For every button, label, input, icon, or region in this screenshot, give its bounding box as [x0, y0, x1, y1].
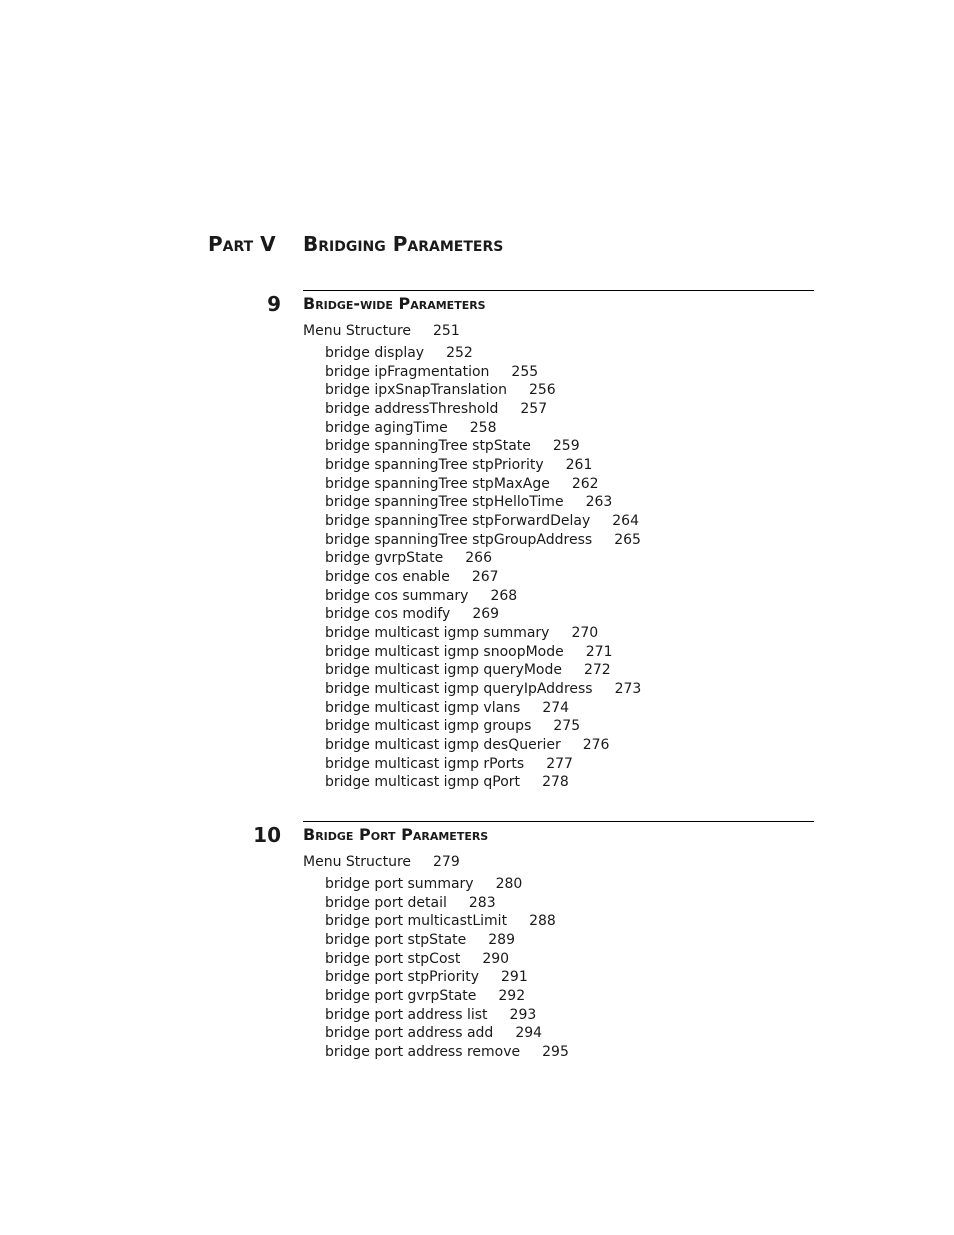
toc-entry-label: bridge port gvrpState [325, 988, 477, 1005]
toc-entry[interactable] [325, 363, 641, 382]
toc-entry[interactable] [325, 875, 569, 894]
toc-entry-page: 270 [571, 625, 599, 642]
toc-entry-label: bridge cos modify [325, 606, 451, 623]
toc-entry[interactable] [325, 344, 641, 363]
toc-entry-label: bridge multicast igmp vlans [325, 699, 521, 716]
toc-entry-main[interactable] [303, 853, 460, 871]
toc-entry-label: bridge multicast igmp desQuerier [325, 737, 561, 754]
toc-entry-label: bridge spanningTree stpForwardDelay [325, 513, 591, 530]
toc-entry-label: bridge display [325, 345, 425, 361]
toc-entry-page: 275 [553, 718, 581, 735]
toc-entry-page: 290 [482, 950, 510, 967]
toc-entry-label: bridge port stpCost [325, 950, 461, 967]
toc-entry[interactable] [325, 699, 641, 718]
toc-entry-page: 258 [469, 419, 497, 436]
toc-entry[interactable] [325, 419, 641, 438]
toc-entry-page: 272 [583, 662, 611, 679]
toc-entry-page: 277 [546, 755, 573, 772]
toc-entry-label: bridge port detail [325, 894, 447, 911]
toc-entry-page: 294 [515, 1025, 543, 1042]
toc-entry[interactable] [325, 624, 641, 643]
toc-entry[interactable] [325, 531, 641, 550]
toc-entry-page: 293 [509, 1006, 537, 1023]
toc-entry[interactable] [325, 605, 641, 624]
toc-entry[interactable] [325, 512, 641, 531]
toc-entry-label: bridge spanningTree stpGroupAddress [325, 531, 593, 548]
chapter-rule [303, 821, 814, 822]
part-title: Bridging Parameters [303, 232, 504, 256]
toc-entry-label: bridge port address add [325, 1025, 494, 1042]
toc-entry-page: 263 [585, 494, 613, 511]
toc-entry-label: bridge cos enable [325, 569, 450, 586]
toc-entry[interactable] [325, 400, 641, 419]
toc-entry-label: bridge agingTime [325, 419, 448, 436]
chapter-number: 10 [253, 823, 281, 847]
toc-entry-page: 269 [472, 606, 500, 623]
toc-entry-label: bridge multicast igmp summary [325, 625, 550, 642]
toc-entry[interactable] [325, 1006, 569, 1025]
toc-entry-label: bridge multicast igmp groups [325, 718, 532, 735]
toc-entry-label: bridge ipxSnapTranslation [325, 382, 507, 399]
toc-entry-label: bridge spanningTree stpMaxAge [325, 475, 550, 492]
toc-entry[interactable] [325, 968, 569, 987]
toc-entry[interactable] [325, 931, 569, 950]
toc-entry-label: bridge addressThreshold [325, 401, 499, 418]
toc-entry-page: 264 [612, 513, 639, 530]
toc-entry-label: bridge spanningTree stpHelloTime [325, 494, 564, 511]
toc-entry[interactable] [325, 587, 641, 606]
toc-entry-label: bridge gvrpState [325, 550, 444, 567]
toc-entry-page: 283 [468, 894, 496, 911]
toc-entry[interactable] [325, 912, 569, 931]
chapter-title: Bridge Port Parameters [303, 825, 489, 844]
toc-entry-page: 276 [582, 737, 610, 754]
toc-entry-label: bridge ipFragmentation [325, 363, 490, 380]
toc-entry[interactable] [325, 755, 641, 774]
toc-entry[interactable] [325, 736, 641, 755]
toc-entry[interactable] [325, 950, 569, 969]
toc-entry-page: 252 [446, 345, 473, 361]
toc-entry-label: bridge multicast igmp rPorts [325, 755, 525, 772]
toc-entry-label: bridge multicast igmp queryMode [325, 662, 562, 679]
toc-entry-page: 255 [511, 363, 539, 380]
toc-entry-main[interactable] [303, 322, 460, 340]
toc-entry-page: 271 [585, 643, 613, 660]
toc-entry[interactable] [325, 894, 569, 913]
toc-entry[interactable] [325, 643, 641, 662]
part-label: Part V [208, 232, 276, 256]
toc-entry-page: 268 [490, 587, 518, 604]
toc-entry[interactable] [325, 456, 641, 475]
toc-entry-page: 273 [614, 681, 642, 698]
toc-list [325, 875, 569, 1062]
toc-entry[interactable] [325, 1043, 569, 1062]
toc-entry-page: 266 [465, 550, 492, 567]
toc-entry-label: bridge port address list [325, 1006, 488, 1023]
toc-entry-page: 280 [495, 876, 523, 892]
toc-entry-label: bridge port stpState [325, 932, 467, 949]
toc-entry-page: 267 [471, 569, 499, 586]
toc-entry-page: 292 [498, 988, 526, 1005]
toc-entry-page: 257 [520, 401, 548, 418]
toc-entry-label: bridge port address remove [325, 1044, 521, 1061]
toc-entry[interactable] [325, 568, 641, 587]
toc-entry-page: 278 [542, 774, 569, 791]
toc-entry-page: 261 [565, 457, 593, 474]
toc-entry-label: Menu Structure [303, 323, 412, 339]
toc-entry-page: 256 [528, 382, 556, 399]
toc-entry-label: bridge multicast igmp queryIpAddress [325, 681, 593, 698]
toc-entry-page: 288 [529, 913, 556, 930]
toc-entry-label: bridge port multicastLimit [325, 913, 508, 930]
toc-entry[interactable] [325, 773, 641, 792]
toc-entry[interactable] [325, 661, 641, 680]
toc-entry[interactable] [325, 475, 641, 494]
chapter-rule [303, 290, 814, 291]
toc-entry-page: 251 [433, 323, 460, 339]
toc-entry-label: bridge spanningTree stpPriority [325, 457, 544, 474]
toc-entry-page: 289 [488, 932, 515, 949]
toc-list [325, 344, 641, 792]
toc-entry[interactable] [325, 1024, 569, 1043]
toc-entry-label: bridge port summary [325, 876, 474, 892]
part-heading [0, 232, 954, 262]
toc-entry-page: 295 [542, 1044, 569, 1061]
toc-entry-page: 262 [571, 475, 599, 492]
chapter-number: 9 [267, 292, 281, 316]
toc-entry[interactable] [325, 549, 641, 568]
toc-entry-label: bridge multicast igmp snoopMode [325, 643, 564, 660]
toc-entry-page: 274 [542, 699, 570, 716]
chapter-title: Bridge-wide Parameters [303, 294, 486, 313]
toc-entry-page: 259 [552, 438, 580, 455]
toc-entry[interactable] [325, 381, 641, 400]
toc-entry-label: bridge multicast igmp qPort [325, 774, 521, 791]
toc-entry-page: 279 [433, 854, 460, 870]
toc-entry-page: 265 [614, 531, 641, 548]
toc-entry-page: 291 [501, 969, 528, 986]
toc-entry[interactable] [325, 680, 641, 699]
toc-entry[interactable] [325, 717, 641, 736]
toc-entry-label: bridge spanningTree stpState [325, 438, 531, 455]
toc-entry-label: Menu Structure [303, 854, 412, 870]
toc-entry-label: bridge cos summary [325, 587, 469, 604]
toc-entry-label: bridge port stpPriority [325, 969, 480, 986]
toc-entry[interactable] [325, 493, 641, 512]
toc-entry[interactable] [325, 987, 569, 1006]
toc-entry[interactable] [325, 437, 641, 456]
